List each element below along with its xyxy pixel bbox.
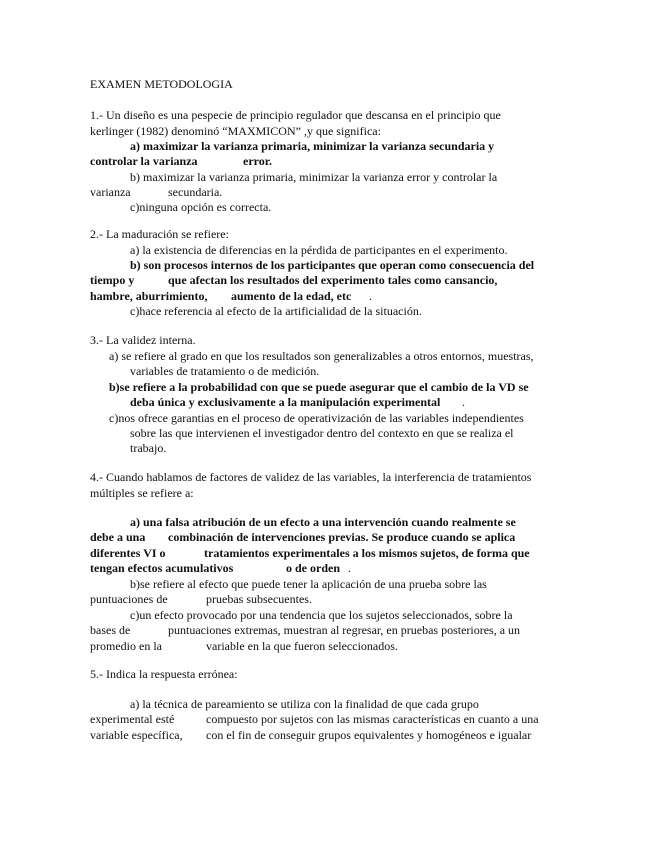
question-stem: múltiples se refiere a: (90, 486, 194, 500)
answer-option-c: sobre las que intervienen el investigador dentro del contexto en que se realiza el (130, 426, 514, 440)
answer-option-b: deba única y exclusivamente a la manipulación experimental (130, 395, 441, 409)
answer-option-b: puntuaciones de (90, 592, 168, 606)
answer-option-b: b) son procesos internos de los participantes que operan como consecuencia del (130, 258, 535, 272)
answer-option-b: que afectan los resultados del experimento tales como cansancio, (168, 273, 498, 287)
answer-option-a: experimental esté (90, 712, 175, 726)
question-stem: 5.- Indica la respuesta errónea: (90, 667, 238, 681)
answer-option-b: pruebas subsecuentes. (206, 592, 312, 606)
answer-option-c: trabajo. (130, 441, 167, 455)
answer-option-b: secundaria. (168, 185, 223, 199)
answer-option-a: error. (243, 154, 272, 168)
answer-option-a: a) una falsa atribución de un efecto a una intervención cuando realmente se (130, 515, 516, 529)
answer-option-a: con el fin de conseguir grupos equivalentes y homogéneos e igualar (206, 728, 532, 742)
answer-option-a: variables de tratamiento o de medición. (130, 364, 320, 378)
answer-option-c: variable en la que fueron seleccionados. (206, 639, 398, 653)
answer-option-a: compuesto por sujetos con las mismas características en cuanto a una (206, 712, 539, 726)
answer-option-b: tiempo y (90, 273, 135, 287)
answer-option-a: o de orden (286, 561, 340, 575)
answer-option-b: b) maximizar la varianza primaria, minimizar la varianza error y controlar la (130, 170, 498, 184)
answer-option-b: b)se refiere a la probabilidad con que se puede asegurar que el cambio de la VD se (109, 380, 529, 394)
answer-option-a: debe a una (90, 530, 146, 544)
answer-option-a: a) se refiere al grado en que los resultados son generalizables a otros entornos, muestras, (109, 349, 534, 363)
answer-option-a: a) la técnica de pareamiento se utiliza con la finalidad de que cada grupo (130, 697, 479, 711)
answer-option-c: c)nos ofrece garantias en el proceso de operativización de las variables independientes (109, 411, 524, 425)
answer-option-a: combinación de intervenciones previas. Se produce cuando se aplica (168, 530, 516, 544)
answer-option-c: c)ninguna opción es correcta. (130, 200, 272, 214)
question-stem: 1.- Un diseño es una pespecie de principio regulador que descansa en el principio que (90, 108, 501, 122)
answer-option-a: tratamientos experimentales a los mismos sujetos, de forma que (204, 546, 530, 560)
answer-option-a: variable específica, (90, 728, 183, 742)
answer-option-a: a) maximizar la varianza primaria, minimizar la varianza secundaria y (130, 139, 495, 153)
question-stem: 4.- Cuando hablamos de factores de validez de las variables, la interferencia de tratamientos (90, 470, 532, 484)
answer-option-b: b)se refiere al efecto que puede tener la aplicación de una prueba sobre las (130, 577, 487, 591)
answer-option-b: . (369, 289, 372, 303)
answer-option-a: diferentes VI o (90, 546, 166, 560)
answer-option-b: . (462, 395, 465, 409)
answer-option-a: tengan efectos acumulativos (90, 561, 234, 575)
question-stem: 2.- La maduración se refiere: (90, 227, 229, 241)
answer-option-a: a) la existencia de diferencias en la pérdida de participantes en el experimento. (130, 243, 508, 257)
answer-option-c: puntuaciones extremas, muestran al regresar, en pruebas posteriores, a un (168, 623, 521, 637)
question-stem: 3.- La validez interna. (90, 333, 196, 347)
answer-option-c: c)un efecto provocado por una tendencia que los sujetos seleccionados, sobre la (130, 608, 513, 622)
answer-option-b: varianza (90, 185, 131, 199)
page-title: EXAMEN METODOLOGIA (90, 77, 233, 91)
answer-option-c: c)hace referencia al efecto de la artificialidad de la situación. (130, 304, 422, 318)
answer-option-b: hambre, aburrimiento, (90, 289, 208, 303)
answer-option-c: promedio en la (90, 639, 162, 653)
answer-option-a: controlar la varianza (90, 154, 198, 168)
answer-option-c: bases de (90, 623, 131, 637)
answer-option-a: . (348, 561, 351, 575)
question-stem: kerlinger (1982) denominó “MAXMICON” ,y que significa: (90, 124, 381, 138)
answer-option-b: aumento de la edad, etc (231, 289, 352, 303)
